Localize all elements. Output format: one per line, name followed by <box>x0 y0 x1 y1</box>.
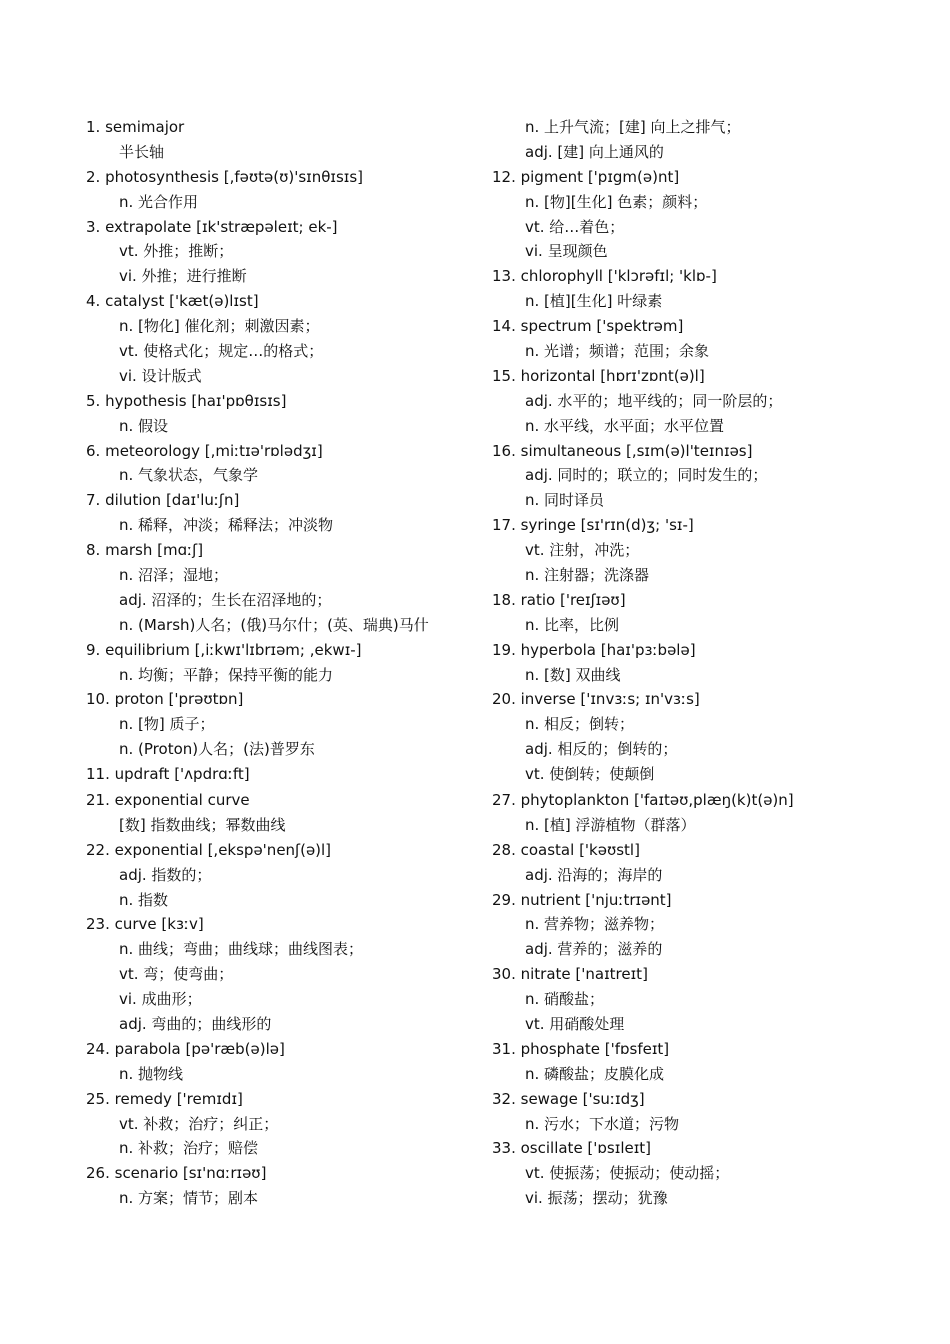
headword-line: 28. coastal ['kəʊstl] <box>492 840 640 859</box>
headword-line: 10. proton ['prəʊtɒn] <box>86 690 244 709</box>
headword-line: 4. catalyst ['kæt(ə)lɪst] <box>86 292 259 311</box>
headword-line: 13. chlorophyll ['klɔrəfɪl; 'klɒ-] <box>492 267 717 286</box>
headword-line: 26. scenario [sɪ'nɑːrɪəʊ] <box>86 1164 267 1183</box>
definition-line: n. 均衡；平静；保持平衡的能力 <box>119 665 334 684</box>
headword-line: 7. dilution [daɪ'luːʃn] <box>86 491 240 510</box>
definition-line: vt. 使格式化；规定…的格式； <box>119 342 324 361</box>
headword-line: 1. semimajor <box>86 118 185 136</box>
definition-line: n. 污水；下水道；污物 <box>525 1114 680 1133</box>
definition-line: n. 上升气流；[建] 向上之排气； <box>525 118 741 136</box>
definition-line: [数] 指数曲线；幂数曲线 <box>119 815 286 834</box>
definition-line: n. 光谱；频谱；范围；余象 <box>525 342 710 361</box>
headword-line: 32. sewage ['suːɪdʒ] <box>492 1089 645 1108</box>
headword-line: 6. meteorology [,miːtɪə'rɒlədʒɪ] <box>86 441 323 460</box>
definition-line: vi. 成曲形； <box>119 990 202 1009</box>
section-a-right-column <box>492 115 932 787</box>
definition-line: adj. 指数的； <box>119 865 212 884</box>
definition-line: n. 营养物；滋养物； <box>525 915 665 934</box>
definition-line: n. 稀释，冲淡；稀释法；冲淡物 <box>119 516 334 535</box>
definition-line: vt. 注射，冲洗； <box>525 541 640 560</box>
definition-line: 半长轴 <box>119 142 165 161</box>
definition-line: n. 补救；治疗；赔偿 <box>119 1139 259 1158</box>
definition-line: adj. 同时的；联立的；同时发生的； <box>525 466 768 485</box>
definition-line: n. 方案；情节；剧本 <box>119 1189 259 1208</box>
definition-line: vt. 外推；推断； <box>119 242 234 261</box>
definition-line: adj. 水平的；地平线的；同一阶层的； <box>525 391 783 410</box>
headword-line: 21. exponential curve <box>86 791 250 809</box>
definition-line: vt. 给…着色； <box>525 217 625 236</box>
definition-line: vi. 振荡；摆动；犹豫 <box>525 1189 668 1208</box>
definition-line: n. 抛物线 <box>119 1064 184 1083</box>
definition-line: n. (Marsh)人名；(俄)马尔什；(英、瑞典)马什 <box>119 615 429 634</box>
definition-line: adj. [建] 向上通风的 <box>525 142 664 161</box>
headword-line: 27. phytoplankton ['faɪtəʊ,plæŋ(k)t(ə)n] <box>492 791 794 809</box>
headword-line: 19. hyperbola [haɪ'pɜːbələ] <box>492 640 696 659</box>
headword-line: 24. parabola [pə'ræb(ə)lə] <box>86 1039 285 1058</box>
definition-line: vt. 弯；使弯曲； <box>119 965 234 984</box>
definition-line: n. 相反；倒转； <box>525 715 635 734</box>
section-a-left-column <box>86 115 486 787</box>
definition-line: vi. 设计版式 <box>119 366 202 385</box>
definition-line: n. [数] 双曲线 <box>525 665 621 684</box>
definition-line: adj. 营养的；滋养的 <box>525 940 663 959</box>
definition-line: n. 指数 <box>119 890 169 909</box>
definition-line: n. [植] 浮游植物（群落） <box>525 815 696 834</box>
definition-line: adj. 弯曲的；曲线形的 <box>119 1015 272 1034</box>
headword-line: 33. oscillate ['ɒsɪleɪt] <box>492 1139 652 1158</box>
definition-line: adj. 沿海的；海岸的 <box>525 865 663 884</box>
definition-line: n. 假设 <box>119 416 169 435</box>
definition-line: vt. 用硝酸处理 <box>525 1015 625 1034</box>
definition-line: vt. 使倒转；使颠倒 <box>525 765 655 784</box>
headword-line: 31. phosphate ['fɒsfeɪt] <box>492 1039 670 1058</box>
definition-line: n. 硝酸盐； <box>525 990 605 1009</box>
definition-line: vi. 外推；进行推断 <box>119 267 247 286</box>
definition-line: vt. 使振荡；使振动；使动摇； <box>525 1164 730 1183</box>
definition-line: n. 光合作用 <box>119 192 199 211</box>
definition-line: n. 气象状态，气象学 <box>119 466 259 485</box>
definition-line: n. 注射器；洗涤器 <box>525 566 650 585</box>
definition-line: n. (Proton)人名；(法)普罗东 <box>119 740 315 759</box>
headword-line: 5. hypothesis [haɪ'pɒθɪsɪs] <box>86 391 287 410</box>
headword-line: 20. inverse ['ɪnvɜːs; ɪn'vɜːs] <box>492 690 700 709</box>
definition-line: adj. 相反的；倒转的； <box>525 740 678 759</box>
definition-line: vt. 补救；治疗；纠正； <box>119 1114 279 1133</box>
definition-line: adj. 沼泽的；生长在沼泽地的； <box>119 590 332 609</box>
definition-line: n. [植][生化] 叶绿素 <box>525 292 663 311</box>
headword-line: 23. curve [kɜːv] <box>86 915 204 934</box>
headword-line: 9. equilibrium [,iːkwɪ'lɪbrɪəm; ,ekwɪ-] <box>86 640 362 659</box>
headword-line: 15. horizontal [hɒrɪ'zɒnt(ə)l] <box>492 366 705 385</box>
section-b-left-column <box>86 788 486 1211</box>
headword-line: 25. remedy ['remɪdɪ] <box>86 1089 243 1108</box>
headword-line: 16. simultaneous [,sɪm(ə)l'teɪnɪəs] <box>492 441 753 460</box>
headword-line: 29. nutrient ['njuːtrɪənt] <box>492 890 672 909</box>
definition-line: n. 曲线；弯曲；曲线球；曲线图表； <box>119 940 364 959</box>
definition-line: n. 比率，比例 <box>525 615 620 634</box>
headword-line: 22. exponential [,ekspə'nenʃ(ə)l] <box>86 840 332 859</box>
definition-line: vi. 呈现颜色 <box>525 242 608 261</box>
definition-line: n. [物化] 催化剂；刺激因素； <box>119 317 320 336</box>
section-b-right-column <box>492 788 932 1211</box>
headword-line: 17. syringe [sɪ'rɪn(d)ʒ; 'sɪ-] <box>492 516 694 535</box>
definition-line: n. [物] 质子； <box>119 715 215 734</box>
headword-line: 14. spectrum ['spektrəm] <box>492 317 684 336</box>
headword-line: 12. pigment ['pɪgm(ə)nt] <box>492 167 680 186</box>
headword-line: 2. photosynthesis [,fəʊtə(ʊ)'sɪnθɪsɪs] <box>86 167 364 186</box>
headword-line: 8. marsh [mɑːʃ] <box>86 541 204 560</box>
definition-line: n. 同时译员 <box>525 491 605 510</box>
definition-line: n. 水平线，水平面；水平位置 <box>525 416 725 435</box>
definition-line: n. 磷酸盐；皮膜化成 <box>525 1064 665 1083</box>
headword-line: 30. nitrate ['naɪtreɪt] <box>492 965 648 984</box>
headword-line: 18. ratio ['reɪʃɪəʊ] <box>492 590 626 609</box>
definition-line: n. [物][生化] 色素；颜料； <box>525 192 708 211</box>
headword-line: 3. extrapolate [ɪk'stræpəleɪt; ek-] <box>86 217 338 236</box>
definition-line: n. 沼泽；湿地； <box>119 566 229 585</box>
headword-line: 11. updraft ['ʌpdrɑːft] <box>86 765 250 784</box>
